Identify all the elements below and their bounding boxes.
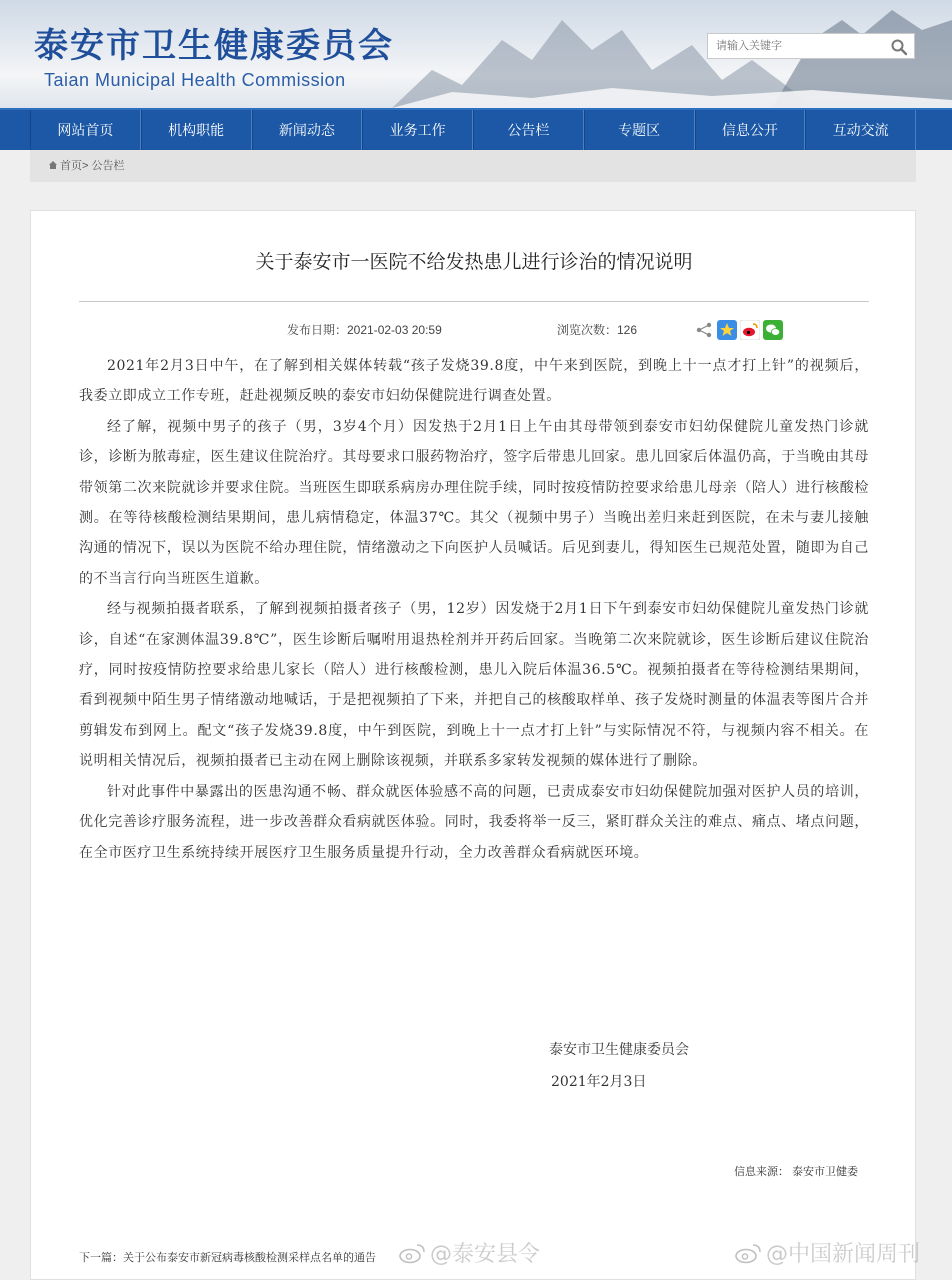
share-icon[interactable]	[694, 320, 714, 340]
header-banner	[0, 0, 952, 108]
main-nav	[0, 108, 952, 150]
weibo-watermark-icon	[398, 1242, 426, 1264]
article-body	[79, 351, 869, 868]
paragraph: 经与视频拍摄者联系，了解到视频拍摄者孩子（男，12岁）因发烧于2月1日下午到泰安市妇幼保健院儿童发热门诊就诊，自述“在家测体温39.8℃”，医生诊断后嘱咐用退热栓剂并开药后回家。当晚第二次来院就诊，医生诊断后建议住院治疗，同时按疫情防控要求给患儿家长（陪人）进行核酸检测，患儿入院后体温36.5℃。视频拍摄者在等待检测结果期间，看到视频中陌生男子情绪激动地喊话，于是把视频拍了下来，并把自己的核酸取样单、孩子发烧时测量的体温表等图片合并剪辑发布到网上。配文“孩子发烧39.8度，中午到医院，到晚上十一点才打上针”与实际情况不符，与视频内容不相关。在说明相关情况后，视频拍摄者已主动在网上删除该视频，并联系多家转发视频的媒体进行了删除。	[79, 601, 869, 770]
watermark-1	[398, 1237, 540, 1268]
info-source: 信息来源： 泰安市卫健委	[734, 1166, 859, 1178]
home-icon	[48, 160, 58, 170]
title-divider	[79, 301, 869, 302]
site-subtitle: Taian Municipal Health Commission	[44, 70, 346, 90]
nav-item-topics[interactable]: 专题区	[584, 110, 695, 150]
signature-org: 泰安市卫生健康委员会	[549, 1042, 689, 1058]
article-panel	[30, 210, 916, 1280]
breadcrumb	[30, 150, 916, 182]
watermark-2	[734, 1237, 920, 1268]
nav-item-home[interactable]: 网站首页	[30, 110, 141, 150]
wechat-icon[interactable]	[763, 320, 783, 340]
breadcrumb-current[interactable]: 公告栏	[91, 160, 125, 172]
nav-item-info[interactable]: 信息公开	[695, 110, 806, 150]
article-title: 关于泰安市一医院不给发热患儿进行诊治的情况说明	[255, 252, 693, 273]
search-icon[interactable]	[890, 38, 908, 56]
nav-item-interact[interactable]: 互动交流	[805, 110, 916, 150]
breadcrumb-home[interactable]: 首页	[60, 160, 82, 172]
publish-date: 发布日期：2021-02-03 20:59	[287, 323, 442, 337]
paragraph: 针对此事件中暴露出的医患沟通不畅、群众就医体验感不高的问题，已责成泰安市妇幼保健院加强对医护人员的培训，优化完善诊疗服务流程，进一步改善群众看病就医体验。同时，我委将举一反三，紧盯群众关注的难点、痛点、堵点问题，在全市医疗卫生系统持续开展医疗卫生服务质量提升行动，全力改善群众看病就医环境。	[79, 783, 869, 861]
weibo-icon[interactable]	[740, 320, 760, 340]
qzone-icon[interactable]	[717, 320, 737, 340]
search-box	[707, 33, 915, 59]
view-count: 浏览次数：126	[557, 323, 638, 337]
weibo-watermark-icon	[734, 1242, 762, 1264]
paragraph: 经了解，视频中男子的孩子（男，3岁4个月）因发热于2月1日上午由其母带领到泰安市妇幼保健院儿童发热门诊就诊，诊断为脓毒症，医生建议住院治疗。其母要求口服药物治疗，签字后带患儿回家。患儿回家后体温仍高，于当晚由其母带领第二次来院就诊并要求住院。当班医生即联系病房办理住院手续，同时按疫情防控要求给患儿母亲（陪人）进行核酸检测。在等待核酸检测结果期间，患儿病情稳定，体温37℃。其父（视频中男子）当晚出差归来赶到医院，在未与妻儿接触沟通的情况下，误以为医院不给办理住院，情绪激动之下向医护人员喊话。后见到妻儿，得知医生已规范处置，随即为自己的不当言行向当班医生道歉。	[79, 418, 869, 587]
search-input[interactable]	[708, 34, 888, 58]
breadcrumb-separator: >	[82, 160, 89, 172]
nav-item-news[interactable]: 新闻动态	[252, 110, 363, 150]
paragraph: 2021年2月3日中午，在了解到相关媒体转载“孩子发烧39.8度，中午来到医院，到晚上十一点才打上针”的视频后，我委立即成立工作专班，赶赴视频反映的泰安市妇幼保健院进行调查处置。	[79, 358, 869, 405]
site-title[interactable]: 泰安市卫生健康委员会	[34, 26, 394, 66]
nav-item-business[interactable]: 业务工作	[362, 110, 473, 150]
watermark-text-1: @泰安县令	[430, 1242, 541, 1267]
next-article-link[interactable]: 下一篇：关于公布泰安市新冠病毒核酸检测采样点名单的通告	[79, 1252, 376, 1264]
nav-item-notice[interactable]: 公告栏	[473, 110, 584, 150]
nav-item-org[interactable]: 机构职能	[141, 110, 252, 150]
watermark-text-2: @中国新闻周刊	[766, 1242, 921, 1267]
signature-date: 2021年2月3日	[551, 1074, 647, 1090]
share-bar	[694, 320, 783, 340]
